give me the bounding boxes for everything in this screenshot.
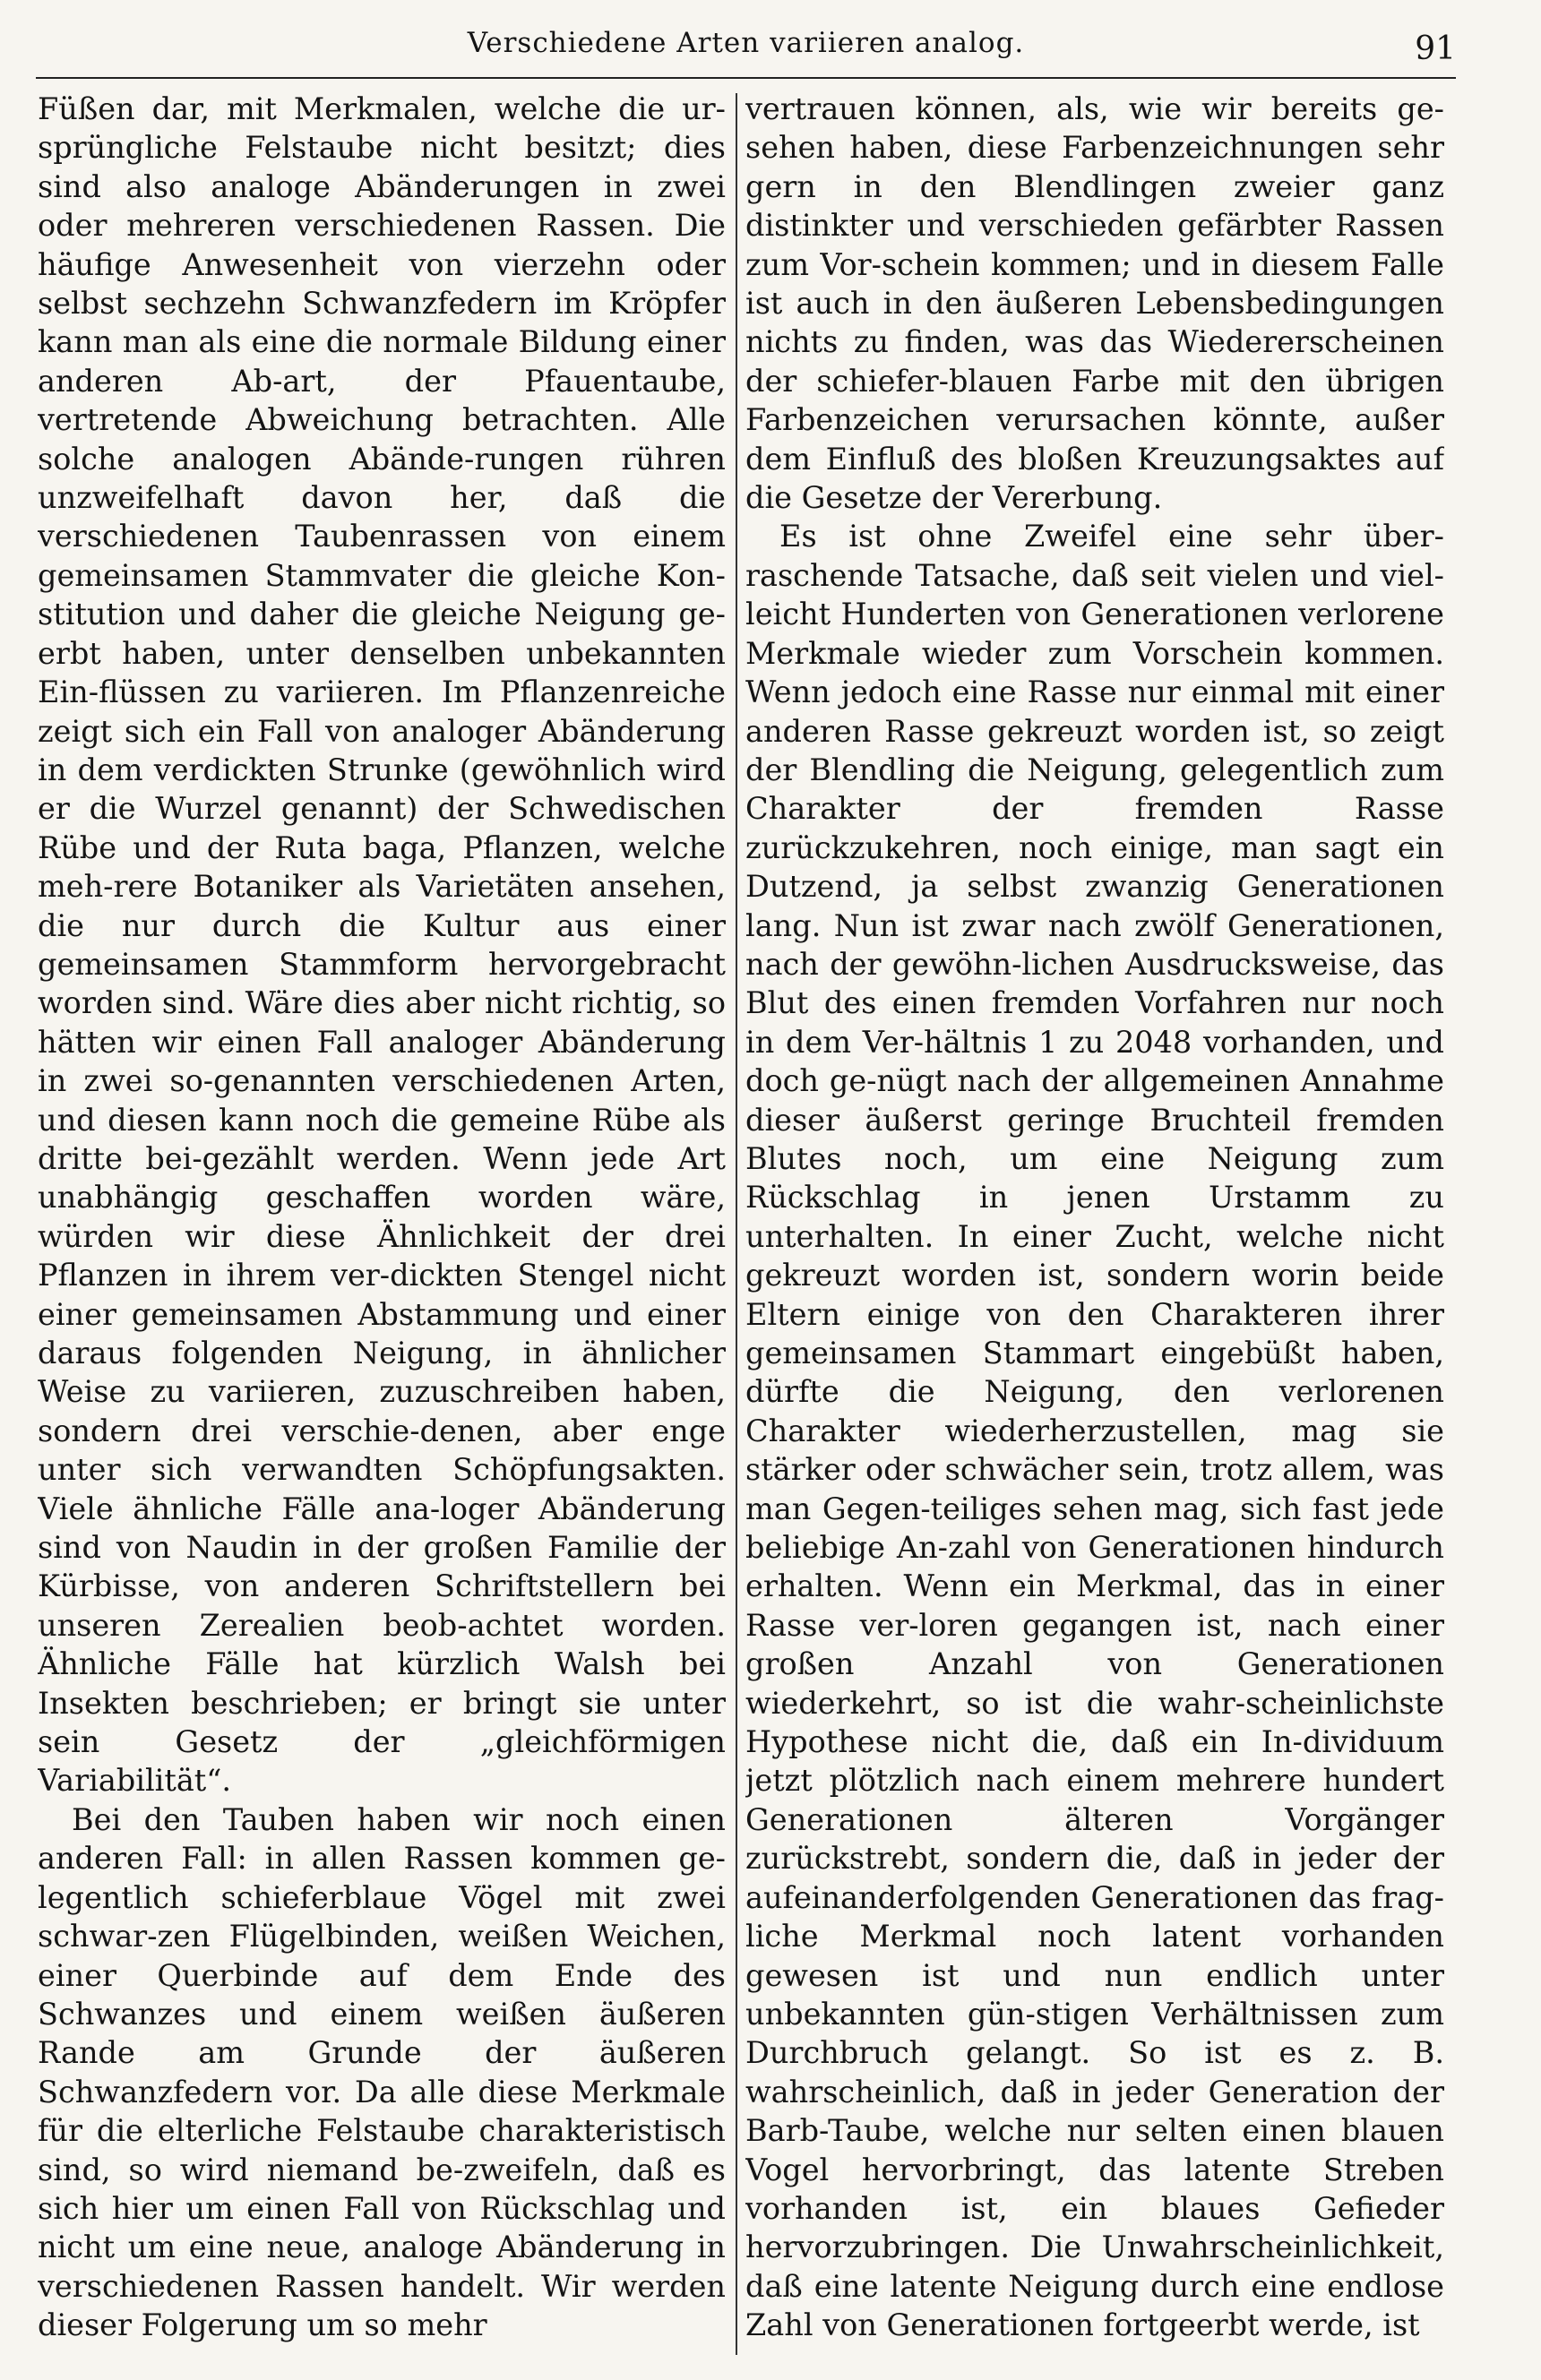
left-column [38,90,726,2356]
column-divider [736,93,737,2355]
header-rule [36,77,1456,79]
paragraph: Es ist ohne Zweifel eine sehr über-raschende Tatsache, daß seit vielen und viel-leicht Hunderten von Generationen verlorene Merkmale wieder zum Vorschein kommen. Wenn jedoch eine Rasse nur einmal mit einer anderen Rasse gekreuzt worden ist, so zeigt der Blendling die Neigung, gelegentlich zum Charakter der fremden Rasse zurückzukehren, noch einige, man sagt ein Dutzend, ja selbst zwanzig Generationen lang. Nun ist zwar nach zwölf Generationen, nach der gewöhn-lichen Ausdrucksweise, das Blut des einen fremden Vorfahren nur noch in dem Ver-hältnis 1 zu 2048 vorhanden, und doch ge-nügt nach der allgemeinen Annahme dieser äußerst geringe Bruchteil fremden Blutes noch, um eine Neigung zum Rückschlag in jenen Urstamm zu unterhalten. In einer Zucht, welche nicht gekreuzt worden ist, sondern worin beide Eltern einige von den Charakteren ihrer gemeinsamen Stammart eingebüßt haben, dürfte die Neigung, den verlorenen Charakter wiederherzustellen, mag sie stärker oder schwächer sein, trotz allem, was man Gegen-teiliges sehen mag, sich fast jede beliebige An-zahl von Generationen hindurch erhalten. Wenn ein Merkmal, das in einer Rasse ver-loren gegangen ist, nach einer großen Anzahl von Generationen wiederkehrt, so ist die wahr-scheinlichste Hypothese nicht die, daß ein In-dividuum jetzt plötzlich nach einem mehrere hundert Generationen älteren Vorgänger zurückstrebt, sondern die, daß in jeder der aufeinanderfolgenden Generationen das frag-liche Merkmal noch latent vorhanden gewesen ist und nun endlich unter unbekannten gün-stigen Verhältnissen zum Durchbruch gelangt. So ist es z. B. wahrscheinlich, daß in jeder Generation der Barb-Taube, welche nur selten einen blauen Vogel hervorbringt, das latente Streben vorhanden ist, ein blaues Gefieder hervorzubringen. Die Unwahrscheinlichkeit, daß eine latente Neigung durch eine endlose Zahl von Generationen fortgeerbt werde, ist [745,519,1444,2343]
running-head: Verschiedene Arten variieren analog. [467,27,1025,59]
page-header [36,20,1456,75]
paragraph: vertrauen können, als, wie wir bereits ge-sehen haben, diese Farbenzeichnungen sehr gern in den Blendlingen zweier ganz distinkter und verschieden gefärbter Rassen zum Vor-schein kommen; und in diesem Falle ist auch in den äußeren Lebensbedingungen nichts zu finden, was das Wiedererscheinen der schiefer-blauen Farbe mit den übrigen Farbenzeichen verursachen könnte, außer dem Einfluß des bloßen Kreuzungsaktes auf die Gesetze der Vererbung. [745,91,1444,516]
page-number: 91 [1415,30,1456,67]
paragraph: Füßen dar, mit Merkmalen, welche die ur-sprüngliche Felstaube nicht besitzt; dies sind also analoge Abänderungen in zwei oder mehreren verschiedenen Rassen. Die häufige Anwesenheit von vierzehn oder selbst sechzehn Schwanzfedern im Kröpfer kann man als eine die normale Bildung einer anderen Ab-art, der Pfauentaube, vertretende Abweichung betrachten. Alle solche analogen Abände-rungen rühren unzweifelhaft davon her, daß die verschiedenen Taubenrassen von einem gemeinsamen Stammvater die gleiche Kon-stitution und daher die gleiche Neigung ge-erbt haben, unter denselben unbekannten Ein-flüssen zu variieren. Im Pflanzenreiche zeigt sich ein Fall von analoger Abänderung in dem verdickten Strunke (gewöhnlich wird er die Wurzel genannt) der Schwedischen Rübe und der Ruta baga, Pflanzen, welche meh-rere Botaniker als Varietäten ansehen, die nur durch die Kultur aus einer gemeinsamen Stammform hervorgebracht worden sind. Wäre dies aber nicht richtig, so hätten wir einen Fall analoger Abänderung in zwei so-genannten verschiedenen Arten, und diesen kann noch die gemeine Rübe als dritte bei-gezählt werden. Wenn jede Art unabhängig geschaffen worden wäre, würden wir diese Ähnlichkeit der drei Pflanzen in ihrem ver-dickten Stengel nicht einer gemeinsamen Abstammung und einer daraus folgenden Neigung, in ähnlicher Weise zu variieren, zuzuschreiben haben, sondern drei verschie-denen, aber enge unter sich verwandten Schöpfungsakten. Viele ähnliche Fälle ana-loger Abänderung sind von Naudin in der großen Familie der Kürbisse, von anderen Schriftstellern bei unseren Zerealien beob-achtet worden. Ähnliche Fälle hat kürzlich Walsh bei Insekten beschrieben; er bringt sie unter sein Gesetz der „gleichförmigen Variabilität“. [38,91,726,1799]
paragraph: Bei den Tauben haben wir noch einen anderen Fall: in allen Rassen kommen ge-legentlich schieferblaue Vögel mit zwei schwar-zen Flügelbinden, weißen Weichen, einer Querbinde auf dem Ende des Schwanzes und einem weißen äußeren Rande am Grunde der äußeren Schwanzfedern vor. Da alle diese Merkmale für die elterliche Felstaube charakteristisch sind, so wird niemand be-zweifeln, daß es sich hier um einen Fall von Rückschlag und nicht um eine neue, analoge Abänderung in verschiedenen Rassen handelt. Wir werden dieser Folgerung um so mehr [38,1801,726,2343]
right-column [745,90,1444,2356]
